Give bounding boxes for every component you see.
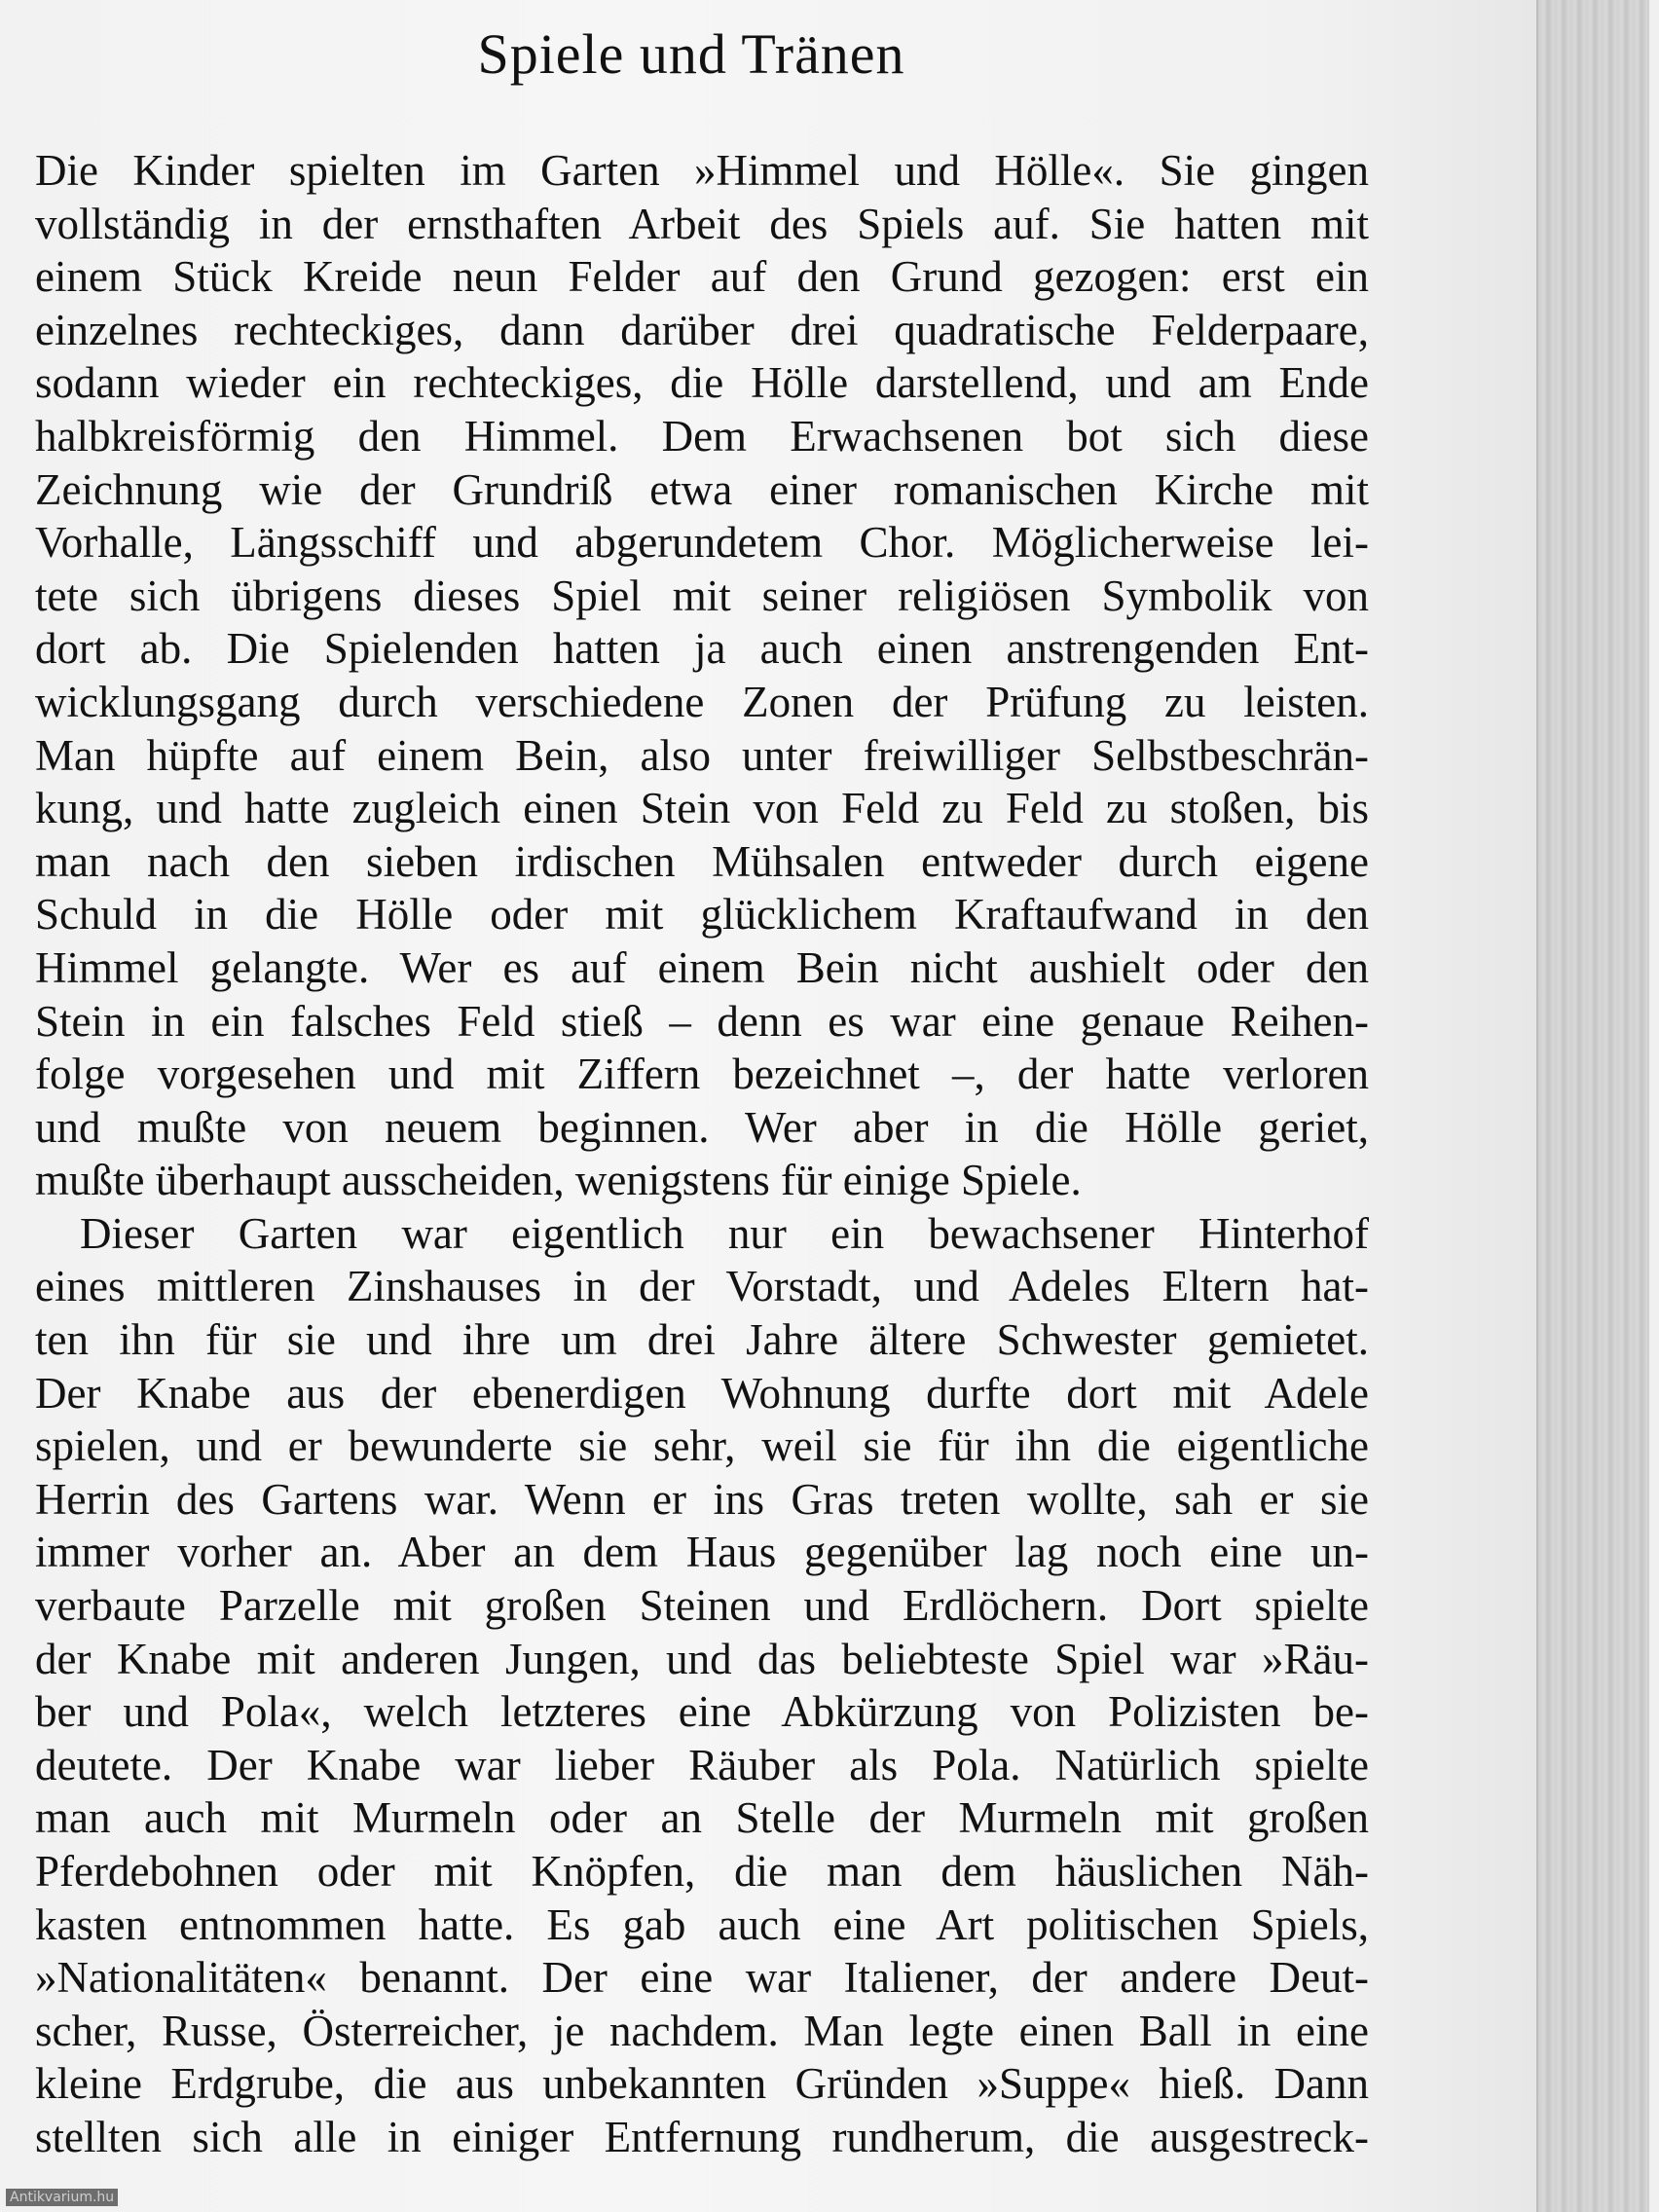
body-text — [35, 144, 1369, 2164]
text-line: spielen, und er bewunderte sie sehr, weil sie für ihn die eigentliche — [35, 1421, 1369, 1471]
text-line: einem Stück Kreide neun Felder auf den Grund gezogen: erst ein — [35, 252, 1369, 302]
text-line: deutete. Der Knabe war lieber Räuber als Pola. Natürlich spielte — [35, 1740, 1369, 1789]
text-line: Man hüpfte auf einem Bein, also unter freiwilliger Selbstbeschrän- — [35, 730, 1369, 780]
text-line: kasten entnommen hatte. Es gab auch eine Art politischen Spiels, — [35, 1899, 1369, 1949]
text-line: man nach den sieben irdischen Mühsalen entweder durch eigene — [35, 836, 1369, 886]
text-line: Die Kinder spielten im Garten »Himmel und Hölle«. Sie gingen — [35, 146, 1369, 195]
text-line: Himmel gelangte. Wer es auf einem Bein nicht aushielt oder den — [35, 942, 1369, 992]
text-line: Zeichnung wie der Grundriß etwa einer romanischen Kirche mit — [35, 464, 1369, 514]
text-line: einzelnes rechteckiges, dann darüber drei quadratische Felderpaare, — [35, 305, 1369, 354]
text-line: der Knabe mit anderen Jungen, und das beliebteste Spiel war »Räu- — [35, 1634, 1369, 1683]
text-line: tete sich übrigens dieses Spiel mit seiner religiösen Symbolik von — [35, 571, 1369, 620]
text-line: und mußte von neuem beginnen. Wer aber in die Hölle geriet, — [35, 1102, 1369, 1152]
text-line: ber und Pola«, welch letzteres eine Abkürzung von Polizisten be- — [35, 1687, 1369, 1737]
text-line: scher, Russe, Österreicher, je nachdem. Man legte einen Ball in eine — [35, 2006, 1369, 2055]
text-line-paragraph-start: Dieser Garten war eigentlich nur ein bewachsener Hinterhof — [80, 1208, 1369, 1258]
text-line: ten ihn für sie und ihre um drei Jahre ältere Schwester gemietet. — [35, 1315, 1369, 1365]
text-line: Stein in ein falsches Feld stieß – denn es war eine genaue Reihen- — [35, 996, 1369, 1046]
page-gutter-edge — [1536, 0, 1659, 2212]
text-line: dort ab. Die Spielenden hatten ja auch einen anstrengenden Ent- — [35, 624, 1369, 674]
text-line: Der Knabe aus der ebenerdigen Wohnung durfte dort mit Adele — [35, 1368, 1369, 1418]
text-line: immer vorher an. Aber an dem Haus gegenüber lag noch eine un- — [35, 1528, 1369, 1577]
text-line: man auch mit Murmeln oder an Stelle der Murmeln mit großen — [35, 1793, 1369, 1843]
text-line: wicklungsgang durch verschiedene Zonen der Prüfung zu leisten. — [35, 677, 1369, 726]
text-line: sodann wieder ein rechteckiges, die Hölle darstellend, und am Ende — [35, 358, 1369, 408]
text-line: halbkreisförmig den Himmel. Dem Erwachsenen bot sich diese — [35, 411, 1369, 461]
text-line: eines mittleren Zinshauses in der Vorstadt, und Adeles Eltern hat- — [35, 1262, 1369, 1311]
text-line: vollständig in der ernsthaften Arbeit des Spiels auf. Sie hatten mit — [35, 199, 1369, 248]
text-line: Herrin des Gartens war. Wenn er ins Gras treten wollte, sah er sie — [35, 1474, 1369, 1524]
text-line-paragraph-end: mußte überhaupt ausscheiden, wenigstens für einige Spiele. — [35, 1156, 1082, 1205]
text-line: Vorhalle, Längsschiff und abgerundetem Chor. Möglicherweise lei- — [35, 518, 1369, 568]
text-line: kung, und hatte zugleich einen Stein von Feld zu Feld zu stoßen, bis — [35, 784, 1369, 833]
text-line: Schuld in die Hölle oder mit glücklichem Kraftaufwand in den — [35, 890, 1369, 940]
text-line: »Nationalitäten« benannt. Der eine war Italiener, der andere Deut- — [35, 1953, 1369, 2003]
chapter-title: Spiele und Tränen — [477, 22, 905, 86]
text-line: Pferdebohnen oder mit Knöpfen, die man dem häuslichen Näh- — [35, 1847, 1369, 1896]
watermark: Antikvarium.hu — [6, 2189, 118, 2206]
next-page-edge — [1649, 0, 1659, 2212]
text-line: folge vorgesehen und mit Ziffern bezeichnet –, der hatte verloren — [35, 1050, 1369, 1099]
text-line: kleine Erdgrube, die aus unbekannten Gründen »Suppe« hieß. Dann — [35, 2059, 1369, 2109]
text-line: stellten sich alle in einiger Entfernung rundherum, die ausgestreck- — [35, 2112, 1369, 2161]
text-line: verbaute Parzelle mit großen Steinen und Erdlöchern. Dort spielte — [35, 1581, 1369, 1631]
